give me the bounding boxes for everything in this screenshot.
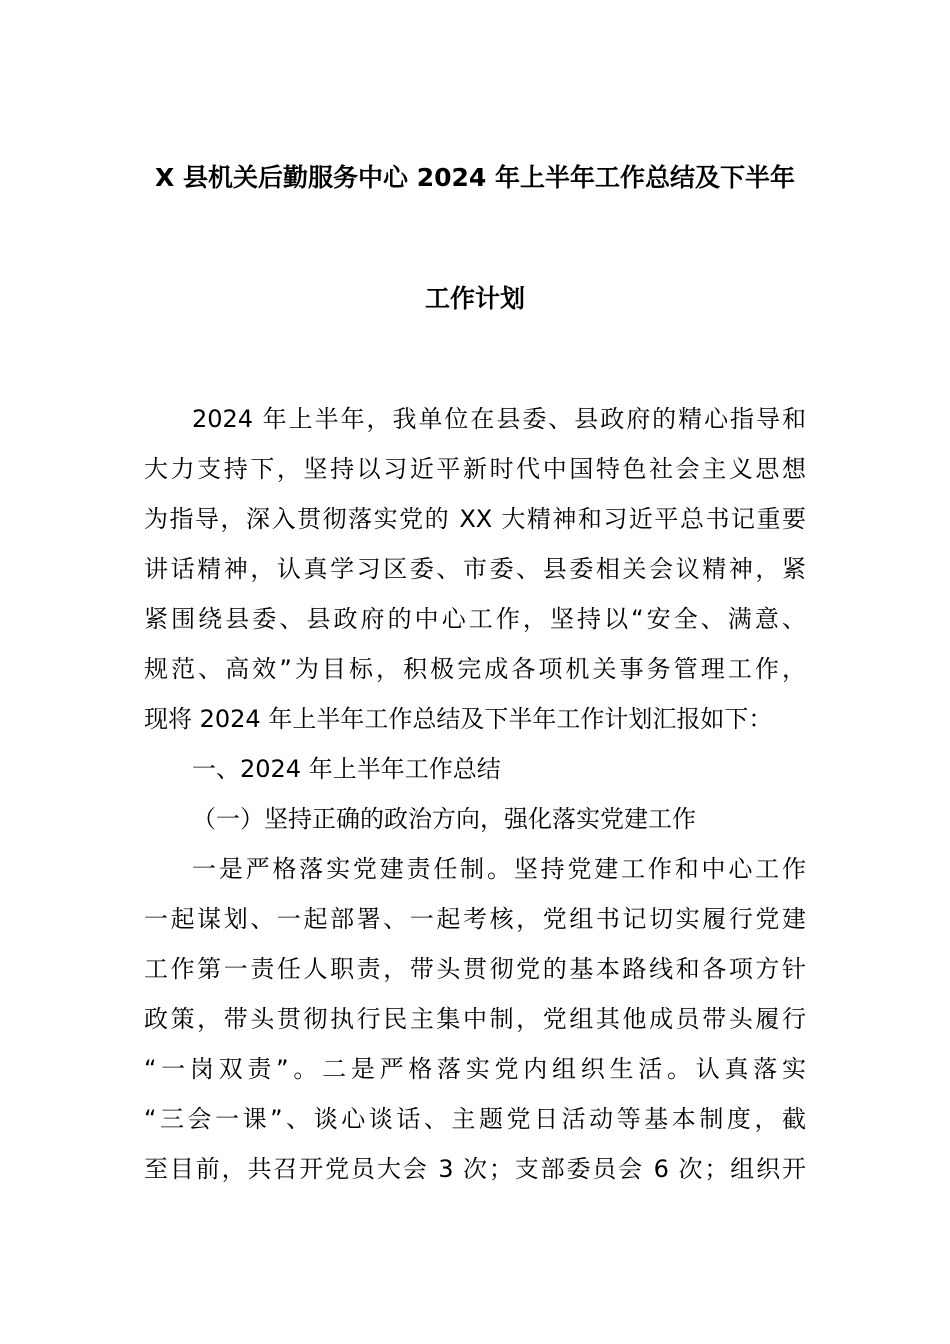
paragraph-line: “三会一课”、谈心谈话、主题党日活动等基本制度，截 [144,1105,806,1133]
paragraph-line: 至目前，共召开党员大会 3 次；支部委员会 6 次；组织开 [144,1155,806,1183]
document-title-line-1: X 县机关后勤服务中心 2024 年上半年工作总结及下半年 [155,163,795,192]
paragraph-line: 为指导，深入贯彻落实党的 XX 大精神和习近平总书记重要 [144,505,806,533]
paragraph-line: 2024 年上半年，我单位在县委、县政府的精心指导和 [192,405,806,433]
paragraph-line: 讲话精神，认真学习区委、市委、县委相关会议精神，紧 [144,555,806,583]
document-title-line-2: 工作计划 [424,284,525,313]
paragraph-line: “一岗双责”。二是严格落实党内组织生活。认真落实 [144,1055,806,1083]
paragraph-line: 大力支持下，坚持以习近平新时代中国特色社会主义思想 [144,455,806,483]
paragraph-line: 紧围绕县委、县政府的中心工作，坚持以“安全、满意、 [144,605,806,633]
paragraph-line: 现将 2024 年上半年工作总结及下半年工作计划汇报如下： [144,705,773,733]
paragraph-line: 政策，带头贯彻执行民主集中制，党组其他成员带头履行 [144,1005,806,1033]
subsection-heading: （一）坚持正确的政治方向，强化落实党建工作 [192,805,696,833]
paragraph-line: 规范、高效”为目标，积极完成各项机关事务管理工作， [144,655,806,683]
section-heading: 一、2024 年上半年工作总结 [192,755,501,783]
paragraph-line: 一是严格落实党建责任制。坚持党建工作和中心工作 [192,855,806,883]
paragraph-line: 一起谋划、一起部署、一起考核，党组书记切实履行党建 [144,905,806,933]
paragraph-line: 工作第一责任人职责，带头贯彻党的基本路线和各项方针 [144,955,806,983]
